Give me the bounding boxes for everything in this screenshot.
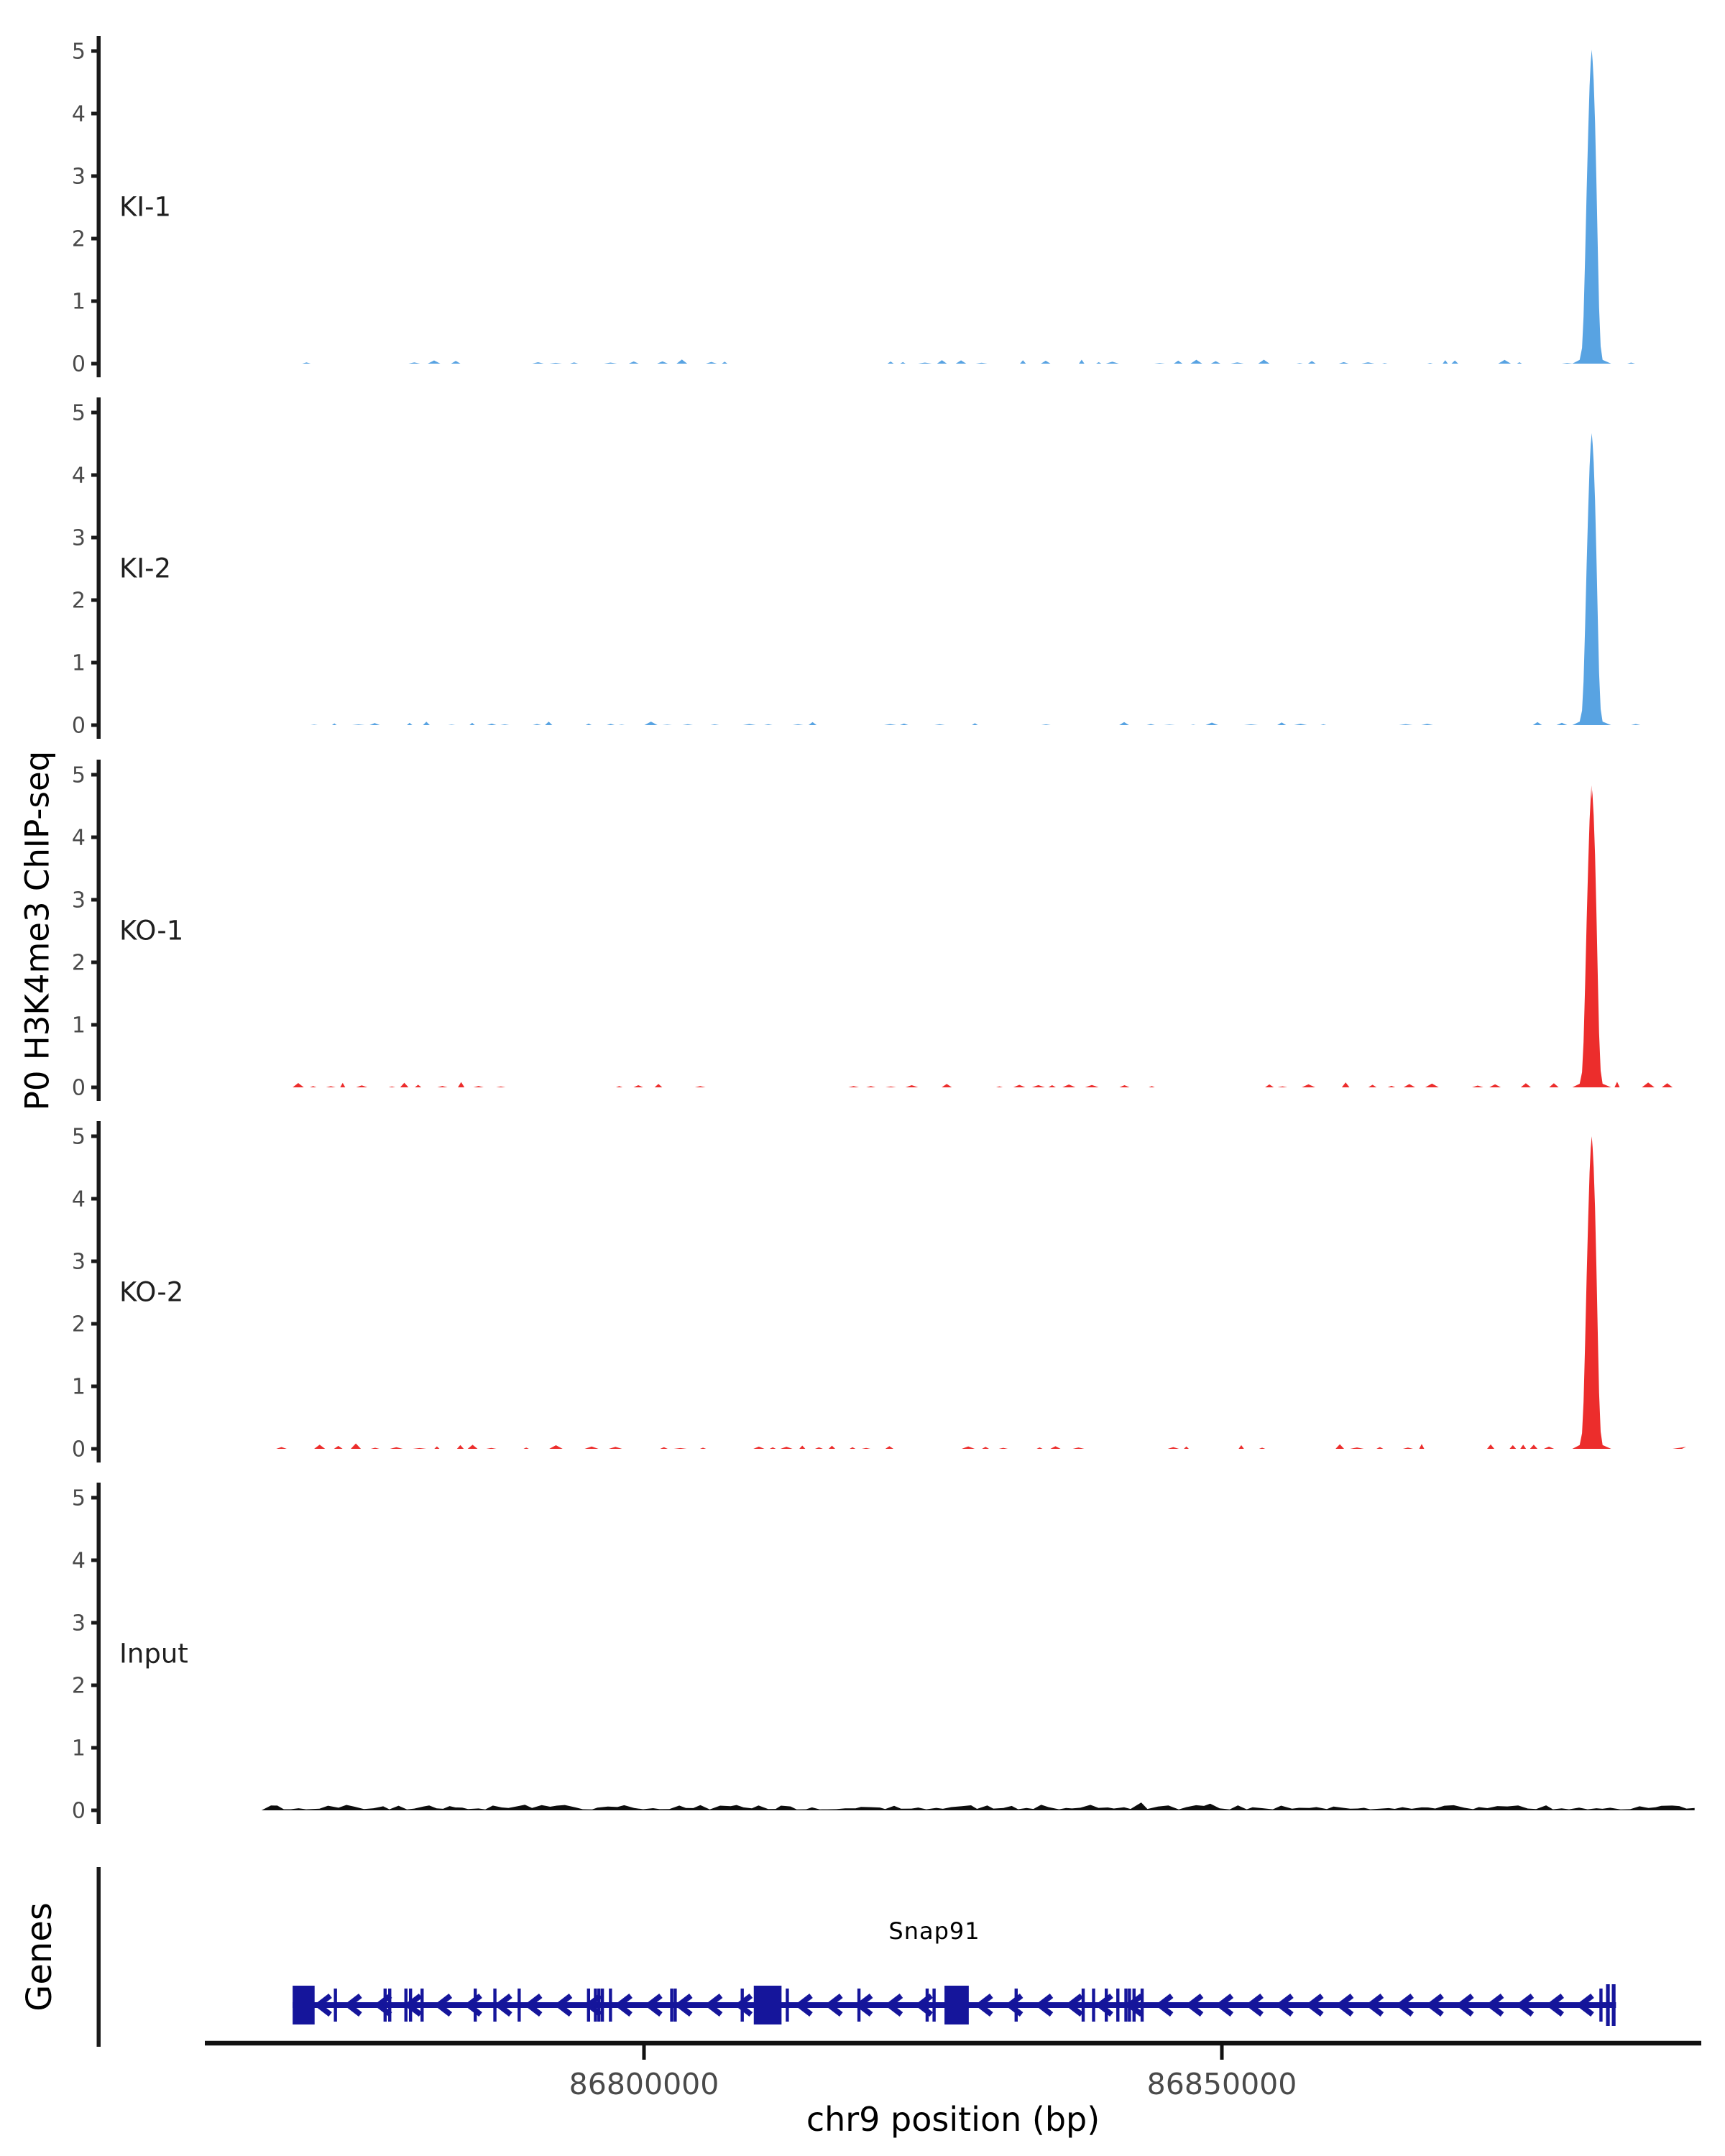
y-tick-mark <box>91 1809 97 1812</box>
gene-exon-bar <box>518 1989 520 2022</box>
gene-exon-bar <box>601 1989 604 2022</box>
signal-noise-KO-2 <box>267 1444 1686 1450</box>
x-axis-title: chr9 position (bp) <box>806 2100 1100 2139</box>
y-tick-mark <box>91 773 97 777</box>
signal-noise-KI-1 <box>265 359 1668 364</box>
y-tick-mark <box>91 1746 97 1750</box>
gene-exon-bar <box>786 1989 788 2022</box>
y-tick-mark <box>91 474 97 477</box>
y-tick-label: 2 <box>71 950 86 976</box>
gene-end-bar <box>1612 1984 1616 2026</box>
track-label-ko1: KO-1 <box>119 915 184 946</box>
track-label-ki2: KI-2 <box>119 553 172 584</box>
y-tick-label: 3 <box>71 1611 86 1636</box>
gene-exon-box <box>293 1986 315 2024</box>
y-tick-mark <box>91 1023 97 1027</box>
y-tick-label: 5 <box>71 39 86 65</box>
y-tick-mark <box>91 836 97 839</box>
track-label-ki1: KI-1 <box>119 191 172 223</box>
track-label-input: Input <box>119 1638 188 1669</box>
gene-exon-bar <box>384 1989 387 2022</box>
y-tick-label: 3 <box>71 1249 86 1275</box>
signal-noise-KO-1 <box>265 1082 1673 1087</box>
x-axis <box>205 2041 1701 2060</box>
genes-panel-title: Genes <box>19 1902 60 2012</box>
track-panel-KO-2 <box>72 1121 1686 1462</box>
gene-exon-bar <box>1105 1989 1108 2022</box>
track-panel-KO-1 <box>72 760 1673 1101</box>
y-tick-label: 1 <box>71 1736 86 1761</box>
y-tick-label: 2 <box>71 588 86 614</box>
y-tick-mark <box>91 1559 97 1562</box>
y-tick-label: 2 <box>71 1673 86 1699</box>
y-tick-mark <box>91 724 97 727</box>
genes-panel <box>97 1867 1616 2047</box>
y-tick-label: 5 <box>71 1124 86 1150</box>
y-tick-label: 1 <box>71 1013 86 1038</box>
gene-exon-bar <box>420 1989 423 2022</box>
y-tick-label: 3 <box>71 525 86 551</box>
gene-exon-bar <box>388 1989 391 2022</box>
gene-exon-bar <box>334 1989 336 2022</box>
y-tick-mark <box>91 536 97 540</box>
y-tick-label: 0 <box>71 713 86 739</box>
y-axis-spine <box>97 397 101 739</box>
x-axis-line <box>205 2041 1701 2046</box>
y-axis-spine <box>97 36 101 377</box>
x-tick-mark <box>1220 2045 1224 2060</box>
gene-exon-bar <box>1082 1989 1085 2022</box>
y-tick-mark <box>91 300 97 303</box>
y-tick-mark <box>91 175 97 178</box>
y-tick-label: 0 <box>71 1437 86 1462</box>
x-tick-mark <box>643 2045 646 2060</box>
track-label-ko2: KO-2 <box>119 1276 184 1308</box>
y-tick-mark <box>91 112 97 116</box>
signal-noise-Input <box>262 1802 1695 1810</box>
y-tick-mark <box>91 1447 97 1451</box>
gene-end-bar <box>1606 1984 1609 2026</box>
gene-exon-bar <box>1599 1989 1602 2022</box>
track-panel-KI-1 <box>72 36 1668 377</box>
peak-KO-2 <box>1573 1136 1611 1449</box>
y-tick-label: 4 <box>71 101 86 127</box>
y-tick-label: 4 <box>71 463 86 489</box>
y-tick-mark <box>91 1197 97 1201</box>
gene-exon-bar <box>926 1989 929 2022</box>
y-tick-label: 5 <box>71 1485 86 1511</box>
y-tick-mark <box>91 362 97 366</box>
y-tick-label: 4 <box>71 825 86 851</box>
y-tick-mark <box>91 1135 97 1138</box>
gene-exon-box <box>754 1986 782 2024</box>
y-axis-spine <box>97 1483 101 1824</box>
gene-exon-bar <box>1092 1989 1095 2022</box>
y-tick-label: 1 <box>71 1374 86 1400</box>
track-panel-Input <box>72 1483 1695 1824</box>
gene-exon-bar <box>609 1989 612 2022</box>
y-tick-mark <box>91 1385 97 1388</box>
genes-spine <box>97 1867 101 2047</box>
y-tick-label: 3 <box>71 164 86 190</box>
y-tick-label: 0 <box>71 1798 86 1824</box>
y-tick-mark <box>91 1322 97 1326</box>
y-axis-spine <box>97 1121 101 1462</box>
gene-exon-box <box>944 1986 969 2024</box>
y-tick-mark <box>91 1684 97 1687</box>
y-tick-label: 5 <box>71 763 86 788</box>
y-tick-label: 3 <box>71 888 86 913</box>
gene-exon-bar <box>474 1989 477 2022</box>
y-tick-mark <box>91 1086 97 1089</box>
gene-exon-bar <box>932 1989 935 2022</box>
y-tick-label: 5 <box>71 400 86 426</box>
gene-exon-bar <box>1015 1989 1018 2022</box>
gene-exon-bar <box>670 1989 673 2022</box>
y-tick-mark <box>91 50 97 53</box>
y-tick-label: 2 <box>71 1312 86 1337</box>
y-tick-label: 0 <box>71 1075 86 1101</box>
y-tick-mark <box>91 411 97 415</box>
y-tick-mark <box>91 898 97 902</box>
x-tick-label-86800000: 86800000 <box>569 2067 719 2101</box>
y-tick-mark <box>91 1621 97 1625</box>
y-tick-mark <box>91 237 97 241</box>
peak-KI-1 <box>1573 50 1611 364</box>
y-tick-label: 2 <box>71 226 86 252</box>
y-tick-label: 0 <box>71 351 86 377</box>
signal-noise-KI-2 <box>270 722 1670 725</box>
y-tick-label: 1 <box>71 650 86 676</box>
x-tick-label-86850000: 86850000 <box>1146 2067 1297 2101</box>
y-tick-label: 4 <box>71 1548 86 1574</box>
y-axis-spine <box>97 760 101 1101</box>
peak-KO-1 <box>1573 786 1611 1087</box>
y-tick-mark <box>91 661 97 665</box>
peak-KI-2 <box>1573 433 1611 725</box>
y-tick-mark <box>91 1496 97 1500</box>
gene-exon-bar <box>1141 1989 1144 2022</box>
gene-name-label: Snap91 <box>888 1917 980 1945</box>
y-tick-mark <box>91 599 97 602</box>
y-axis-title: P0 H3K4me3 ChIP-seq <box>18 750 57 1111</box>
gene-exon-bar <box>1116 1989 1119 2022</box>
gene-exon-bar <box>594 1989 597 2022</box>
gene-exon-bar <box>597 1989 600 2022</box>
y-tick-label: 1 <box>71 289 86 315</box>
y-tick-mark <box>91 961 97 964</box>
y-tick-label: 4 <box>71 1187 86 1212</box>
y-tick-mark <box>91 1260 97 1263</box>
track-panel-KI-2 <box>72 397 1670 739</box>
